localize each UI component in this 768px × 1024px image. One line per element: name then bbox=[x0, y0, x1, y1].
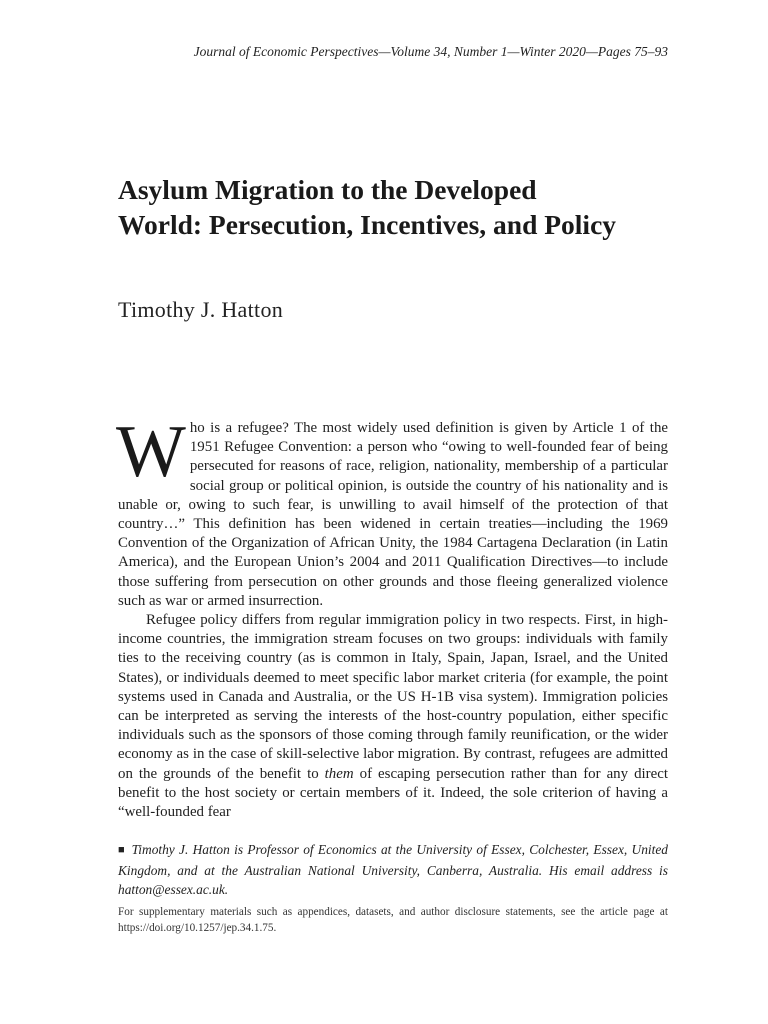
article-title bbox=[118, 172, 678, 242]
article-title-line-2: World: Persecution, Incentives, and Policy bbox=[118, 209, 617, 240]
drop-cap: W bbox=[116, 411, 186, 493]
author-name: Timothy J. Hatton bbox=[118, 297, 284, 322]
running-head: Journal of Economic Perspectives—Volume 34, Number 1—Winter 2020—Pages 75–93 bbox=[193, 44, 668, 59]
paragraph-2-emphasis: them bbox=[324, 765, 354, 782]
paragraph-2 bbox=[118, 611, 668, 822]
footnote-text: Timothy J. Hatton is Professor of Economics at the University of Essex, Colchester, Essex, United Kingdom, and at the Australian National University, Canberra, Australia. His email address is hatton@essex.ac.uk. bbox=[118, 842, 668, 897]
footnote-bullet: ■ bbox=[118, 844, 126, 856]
paragraph-2-text-a: Refugee policy differs from regular immigration policy in two respects. First, in high-income countries, the immigration stream focuses on two groups: individuals with family ties to the receiving country (as is common in Italy, Spain, Japan, Israel, and the United States), or individuals deemed to meet specific labor market criteria (for example, the point systems used in Canada and Australia, or the US H-1B visa system). Immigration policies can be interpreted as serving the interests of the host-country population, either specific individuals such as the sponsors of those coming through family reunification, or the wider economy as in the case of skill-selective labor migration. By contrast, refugees are admitted on the grounds of the benefit to bbox=[118, 612, 668, 782]
supplementary-note: For supplementary materials such as appendices, datasets, and author disclosure statements, see the article page at https://doi.org/10.1257/jep.34.1.75. bbox=[118, 906, 668, 934]
paragraph-2-text-b: of escaping persecution rather than for any direct benefit to the host society or certain members of it. Indeed, the sole criterion of having a “well-founded fear bbox=[118, 765, 668, 821]
article-title-line-1: Asylum Migration to the Developed bbox=[118, 174, 537, 205]
article-body bbox=[116, 411, 668, 822]
paragraph-1 bbox=[116, 411, 668, 611]
author-footnote bbox=[118, 840, 668, 899]
paragraph-1-text: ho is a refugee? The most widely used definition is given by Article 1 of the 1951 Refugee Convention: a person who “owing to well-founded fear of being persecuted for reasons of race, religion, nationality, membership of a particular social group or political opinion, is outside the country of his nationality and is unable or, owing to such fear, is unwilling to avail himself of the protection of that country…” This definition has been widened in certain treaties—including the 1969 Convention of the Organization of African Unity, the 1984 Cartagena Declaration (in Latin America), and the European Union’s 2004 and 2011 Qualification Directives—to include those suffering from persecution on other grounds and those fleeing generalized violence such as war or armed insurrection. bbox=[118, 420, 668, 609]
